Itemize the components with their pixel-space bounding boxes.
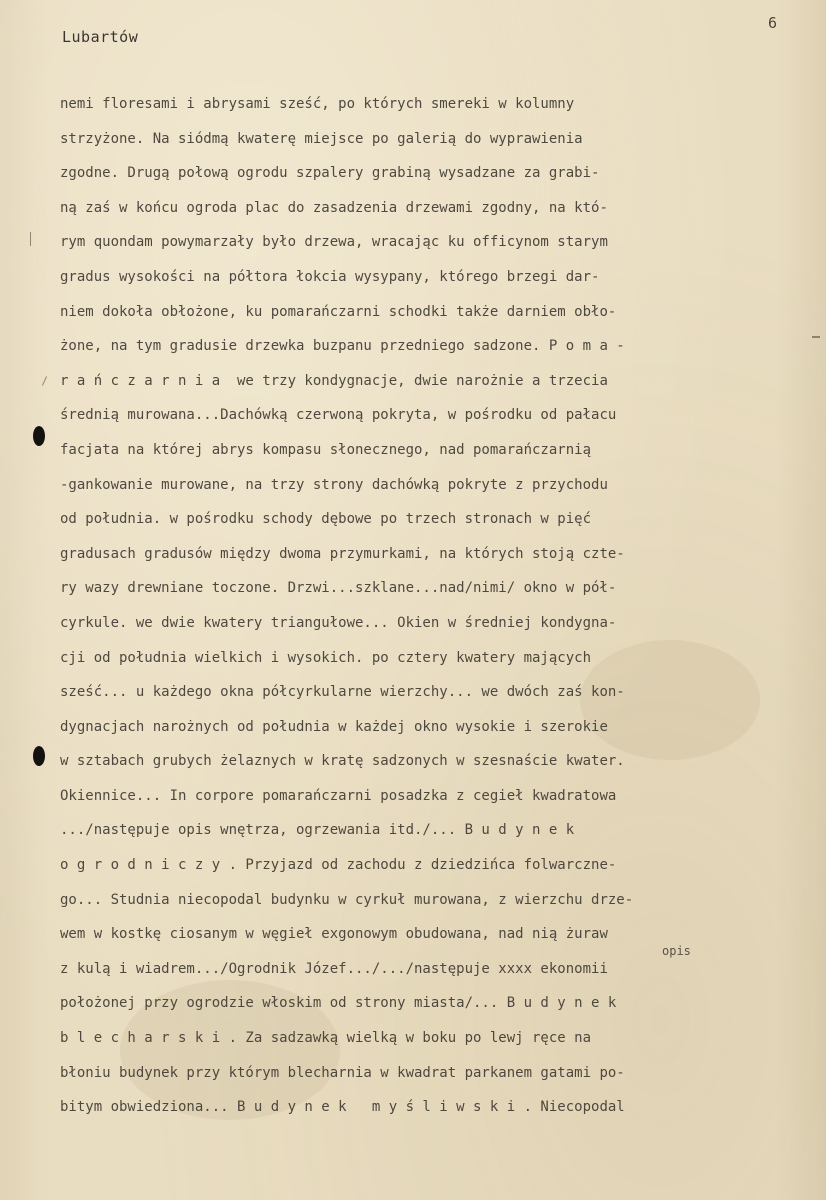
text-line: cyrkule. we dwie kwatery triangułowe... Okien w średniej kondygna- (60, 614, 617, 631)
text-line: w sztabach grubych żelaznych w kratę sadzonych w szesnaście kwater. (60, 753, 625, 770)
text-line: ry wazy drewniane toczone. Drzwi...szklane...nad/nimi/ okno w pół- (60, 580, 617, 597)
text-line: zgodne. Drugą połową ogrodu szpalery grabiną wysadzane za grabi- (60, 165, 600, 182)
text-line: .../następuje opis wnętrza, ogrzewania itd./... B u d y n e k (60, 822, 575, 839)
text-line: b l e c h a r s k i . Za sadzawką wielką w boku po lewj ręce na (60, 1030, 592, 1047)
text-line: rym quondam powymarzały było drzewa, wracając ku officynom starym (60, 234, 608, 251)
text-line: niem dokoła obłożone, ku pomarańczarni schodki także darniem obło- (60, 303, 617, 320)
text-line: bitym obwiedziona... B u d y n e k m y ś l i w s k i . Niecopodal (60, 1099, 625, 1116)
text-line: położonej przy ogrodzie włoskim od strony miasta/... B u d y n e k (60, 995, 617, 1012)
punch-hole (33, 746, 45, 766)
margin-mark (30, 232, 31, 246)
page-number: 6 (768, 14, 778, 32)
text-line: go... Studnia niecopodal budynku w cyrkuł murowana, z wierzchu drze- (60, 891, 634, 908)
interlinear-insert: opis (662, 944, 691, 958)
margin-mark (42, 376, 47, 385)
text-line: ną zaś w końcu ogroda plac do zasadzenia drzewami zgodny, na któ- (60, 199, 608, 216)
text-line: Okiennice... In corpore pomarańczarni posadzka z cegieł kwadratowa (60, 787, 617, 804)
text-line: wem w kostkę ciosanym w węgieł exgonowym obudowana, nad nią żuraw (60, 926, 608, 943)
text-line: od południa. w pośrodku schody dębowe po trzech stronach w pięć (60, 511, 592, 528)
punch-hole (33, 426, 45, 446)
text-line: z kulą i wiadrem.../Ogrodnik Józef.../.../następuje xxxx ekonomii (60, 960, 608, 977)
typewritten-body (60, 87, 826, 1125)
text-line: sześć... u każdego okna półcyrkularne wierzchy... we dwóch zaś kon- (60, 684, 625, 701)
text-line: błoniu budynek przy którym blecharnia w kwadrat parkanem gatami po- (60, 1064, 625, 1081)
header-place: Lubartów (62, 28, 139, 46)
text-line: dygnacjach narożnych od południa w każdej okno wysokie i szerokie (60, 718, 608, 735)
text-line: r a ń c z a r n i a we trzy kondygnacje, dwie narożnie a trzecia (60, 372, 608, 389)
text-line: nemi floresami i abrysami sześć, po których smereki w kolumny (60, 96, 575, 112)
text-line: -gankowanie murowane, na trzy strony dachówką pokryte z przychodu (60, 476, 608, 493)
text-line: strzyżone. Na siódmą kwaterę miejsce po galerią do wyprawienia (60, 130, 583, 147)
text-line: cji od południa wielkich i wysokich. po cztery kwatery mających (60, 649, 592, 666)
text-line: gradusach gradusów między dwoma przymurkami, na których stoją czte- (60, 545, 625, 562)
text-line: o g r o d n i c z y . Przyjazd od zachodu z dziedzińca folwarczne- (60, 857, 617, 874)
text-line: facjata na której abrys kompasu słonecznego, nad pomarańczarnią (60, 441, 592, 458)
text-line: żone, na tym gradusie drzewka buzpanu przedniego sadzone. P o m a - (60, 338, 625, 355)
text-line: gradus wysokości na półtora łokcia wysypany, którego brzegi dar- (60, 268, 600, 285)
text-line: średnią murowana...Dachówką czerwoną pokryta, w pośrodku od pałacu (60, 407, 617, 424)
